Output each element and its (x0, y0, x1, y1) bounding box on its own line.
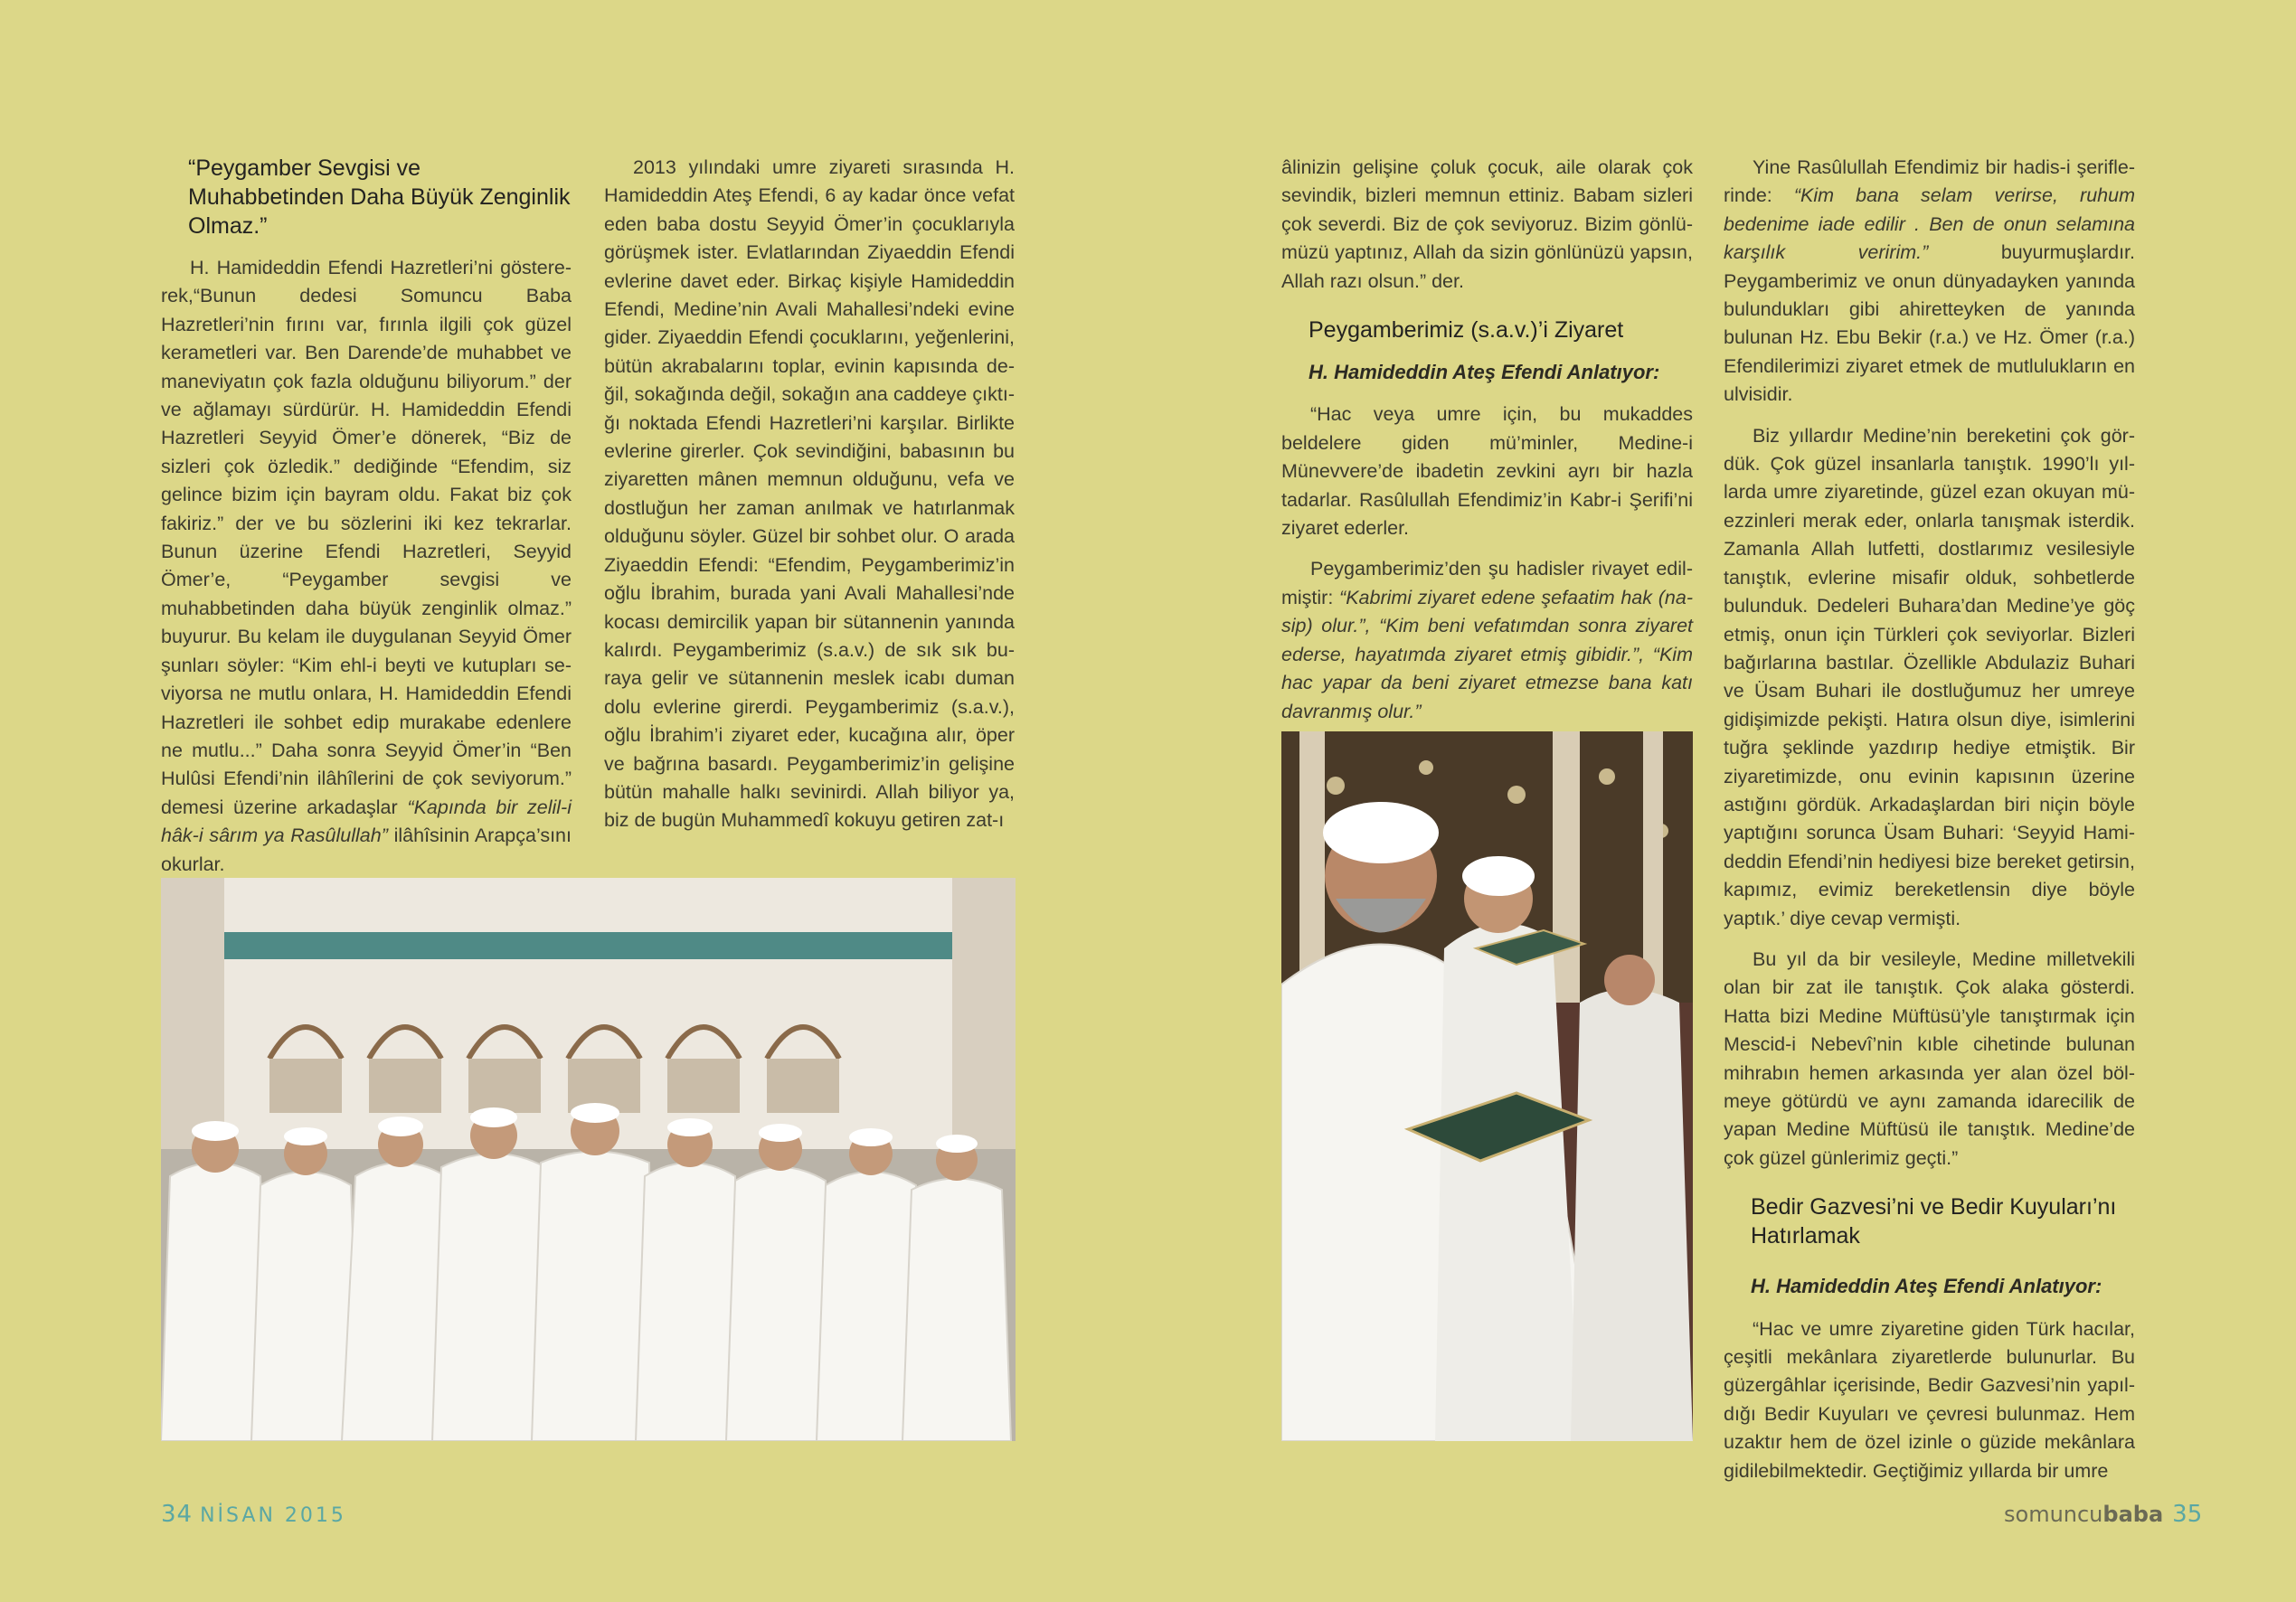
paragraph: 2013 yılındaki umre ziyareti sırasında H. Hamideddin Ateş Efendi, 6 ay kadar önce vefat eden baba dostu Seyyid Ömer’in çocuklarıyla görüşmek ister. Evlatlarından Ziyaeddin Efendi evlerine davet eder. Birkaç kişiyle Hamideddin Efendi, Medine’nin Avali Mahallesi’ndeki evine gider. Ziyaeddin Efendi çocuklarını, yeğenlerini, bütün akrabalarını toplar, evinin kapısında değil, sokağında değil, sokağın ana caddeye çıktığı noktada Efendi Hazretleri’ni karşılar. Birlikte evlerine girerler. Çok sevindiğini, babasının bu ziyaretten mânen memnun olduğunu, vefa ve dostluğun her zaman anılmak ve hatırlanmak olduğunu söyler. Güzel bir sohbet olur. O arada Ziyaeddin Efendi: “Efendim, Peygamberimiz’in oğlu İbrahim, burada yani Avali Mahallesi’nde kocası demircilik yapan bir sütannenin yanında kalırdı. Peygamberimiz (s.a.v.) de sık sık buraya gelir ve sütannenin meslek icabı duman dolu evlerine girerdi. Peygamberimiz (s.a.v.), oğlu İbrahim’i ziyaret eder, kucağına alır, öper ve bağrına basardı. Peygamberimiz’in gelişine bütün mahalle halkı sevinirdi. Allah biliyor ya, biz de bugün Muhammedî kokuyu getiren zat-ı (604, 156, 1015, 832)
paragraph: Biz yıllardır Medine’nin bereketini çok gördük. Çok güzel insanlarla tanıştık. 1990’lı yıllarda umre ziyaretinde, güzel ezan okuyan müezzinleri merak eder, onlarla tanışmak isterdik. Zamanla Allah lutfetti, dostlarımız vesilesiyle tanıştık, evlerine misafir olduk, sohbetlerde bulunduk. Dedeleri Buhara’dan Medine’ye göç etmiş, onun için Türkleri çok seviyorlar. Bizleri bağırlarına bastılar. Özellikle Abdulaziz Buhari ve Üsam Buhari ile dostluğumuz her umreye gidişimizde pekişti. Hatıra olsun diye, isimlerini tuğra şeklinde yazdırıp hediye etmiştik. Bir ziyaretimizde, onu evinin kapısının üzerine astığını gördük. Arkadaşlardan biri niçin böyle yaptığını sorunca Üsam Buhari: ‘Seyyid Hamideddin Efendi’nin hediyesi bize bereket getirsin, kapımız, evimiz bereketlensin diye böyle yaptık.’ diye cevap vermişti. (1724, 424, 2135, 929)
section-heading-bedir: Bedir Gazvesi’ni ve Bedir Kuyuları’nı Hatırlamak (1751, 1194, 2117, 1249)
section-subheading: H. Hamideddin Ateş Efendi Anlatıyor: (1309, 361, 1660, 384)
issue-date: NİSAN 2015 (200, 1504, 346, 1527)
column-4 (1724, 154, 2135, 1485)
paragraph: Bu yıl da bir vesileyle, Medine milletvekili olan bir zat ile tanıştık. Çok alaka gösterdi. Hatta bizi Medine Müftüsü’yle tanıştırmak için Mescid-i Nebevî’nin kıble cihetinde bulunan mihrabın hemen arkasında yer alan özel bölmeye götürdü ve aynı zamanda idarecilik de yapan Medine Müftüsü ile tanıştık. Medine’de çok güzel günlerimiz geçti.” (1724, 947, 2135, 1169)
brand-name-light: somuncu (2004, 1502, 2103, 1527)
paragraph: “Hac ve umre ziyaretine giden Türk hacılar, çeşitli mekânlara ziyaretlerde bulunurlar. Bu güzergâhlar içerisinde, Bedir Gazvesi’nin yapıldığı Bedir Kuyuları ve çevresi bulunmaz. Hem uzaktır hem de özel izinle o güzide mekânlara gidilebilmektedir. Geçtiğimiz yıllarda bir umre (1724, 1317, 2135, 1482)
footer-left-folio (161, 1501, 346, 1528)
column-2 (604, 154, 1015, 835)
section-subheading: H. Hamideddin Ateş Efendi Anlatıyor: (1751, 1275, 2102, 1298)
footer-right-folio (2004, 1501, 2202, 1528)
photo-pilgrims-group (161, 878, 1016, 1441)
page-number-right: 35 (2172, 1501, 2203, 1528)
brand-name-bold: baba (2102, 1502, 2164, 1527)
photo-man-reading-quran (1281, 731, 1693, 1441)
paragraph: H. Hamideddin Efendi Hazretleri’ni göstererek,“Bunun dedesi Somuncu Baba Hazretleri’nin fırını var, fırınla ilgili çok güzel kerametleri var. Ben Darende’de muhabbet ve maneviyatın çok fazla olduğunu biliyorum.” der ve ağlamayı sürdürür. H. Hamideddin Efendi Hazretleri Seyyid Ömer’e dönerek, “Biz de sizleri çok özledik.” dediğinde “Efendim, siz gelince bizim için bayram oldu. Fakat biz çok fakiriz.” der ve bu sözlerini iki kez tekrarlar. Bunun üzerine Efendi Hazretleri, Seyyid Ömer’e, “Peygamber sevgisi ve muhabbetinden daha büyük zenginlik olmaz.” buyurur. Bu kelam ile duygulanan Seyyid Ömer şunları söyler: “Kim ehl-i beyti ve kutupları seviyorsa ne mutlu onlara, H. Hamideddin Efendi Hazretleri ile sohbet edip murakabe edenlere ne mutlu...” Daha sonra Seyyid Ömer’in “Ben Hulûsi Efendi’nin ilâhîlerini de çok seviyorum.” demesi üzerine arkadaşlar “Kapında bir zelil-i hâk-i sârım ya Rasûlullah” ilâhîsinin Arapça’sını okurlar. (161, 257, 572, 875)
paragraph: “Hac veya umre için, bu mukaddes beldelere giden mü’minler, Medine-i Münevvere’de ibadetin zevkini ayrı bir hazla tadarlar. Rasûlullah Efendimiz’in Kabr-i Şerifi’ni ziyaret ederler. (1281, 403, 1693, 540)
section-heading-peygamber-sevgisi: “Peygamber Sevgisi ve Muhabbetinden Daha Büyük Zenginlik Olmaz.” (188, 155, 571, 239)
page-number-left: 34 (161, 1501, 194, 1528)
paragraph: Peygamberimiz’den şu hadisler rivayet edilmiştir: “Kabrimi ziyaret edene şefaatim hak (nasip) olur.”, “Kim beni vefatımdan sonra ziyaret ederse, hayatımda ziyaret etmiş gibidir.”, “Kim hac yapar da beni ziyaret etmezse bana katı davranmış olur.” (1281, 558, 1693, 722)
paragraph: Yine Rasûlullah Efendimiz bir hadis-i şeriflerinde: “Kim bana selam verirse, ruhum bedenime iade edilir . Ben de onun selamına karşılık veririm.” buyurmuşlardır. Peygamberimiz ve onun dünyadayken yanında bulundukları gibi ahiretteyken de yanında bulunan Hz. Ebu Bekir (r.a.) ve Hz. Ömer (r.a.) Efendilerimizi ziyaret etmek de mutlulukların en ulvisidir. (1724, 156, 2135, 406)
column-1 (161, 154, 572, 879)
section-heading-peygamberimizi-ziyaret: Peygamberimiz (s.a.v.)’i Ziyaret (1309, 317, 1624, 344)
column-3 (1281, 154, 1693, 726)
paragraph: âlinizin gelişine çoluk çocuk, aile olarak çok sevindik, bizleri memnun ettiniz. Babam sizleri çok severdi. Biz de çok seviyoruz. Bizim gönlümüzü yaptınız, Allah da sizin gönlünüzü yapsın, Allah razı olsun.” der. (1281, 156, 1693, 292)
